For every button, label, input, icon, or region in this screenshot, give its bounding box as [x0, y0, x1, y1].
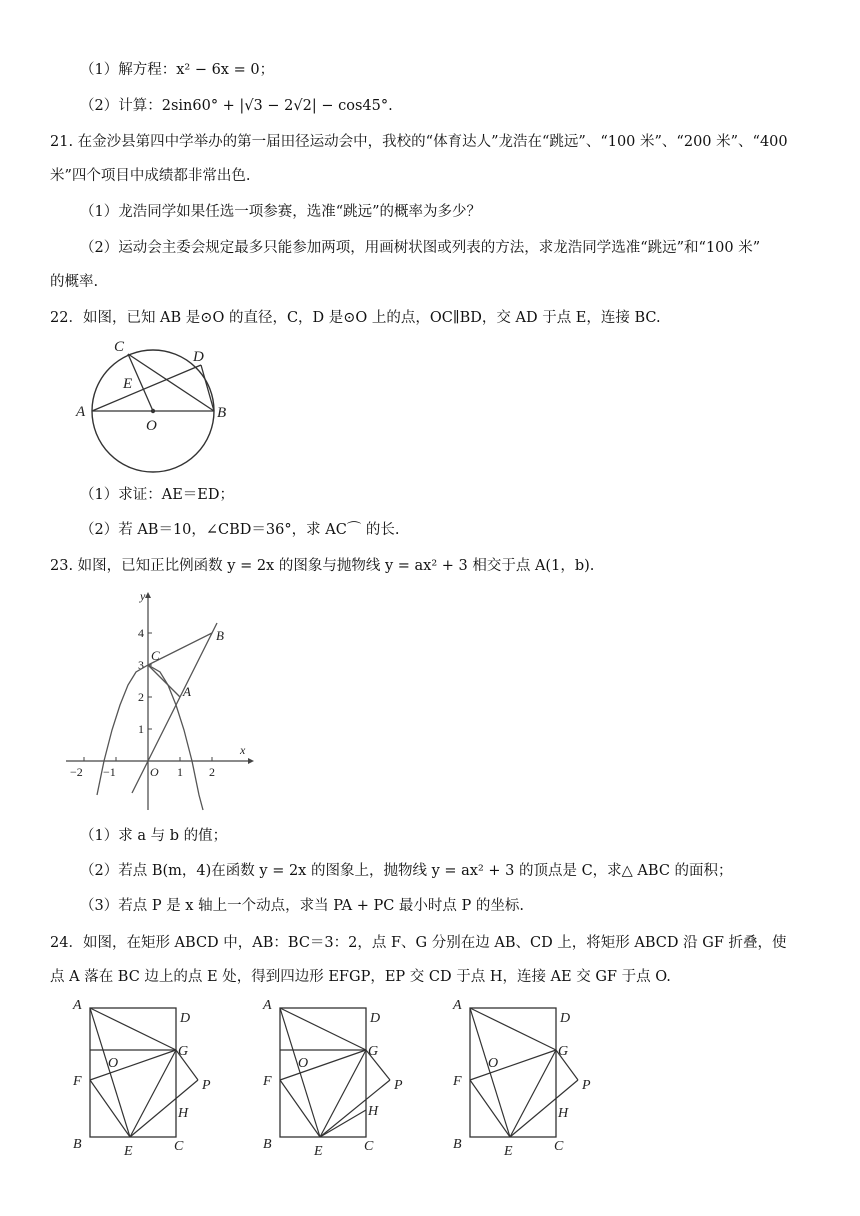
label-A: A — [76, 404, 86, 420]
label-E: E — [504, 1144, 513, 1159]
y-tick: 4 — [138, 626, 144, 640]
label-B: B — [453, 1137, 462, 1152]
q20-part2: （2）计算：2sin60° + |√3 − 2√2| − cos45°. — [80, 98, 393, 114]
origin-label: O — [150, 765, 159, 779]
q21-part2-line2: 的概率. — [50, 274, 99, 290]
y-tick: 1 — [138, 722, 144, 736]
label-P: P — [394, 1078, 403, 1093]
label-O: O — [298, 1056, 309, 1071]
q23-part3: （3）若点 P 是 x 轴上一个动点，求当 PA + PC 最小时点 P 的坐标. — [80, 898, 525, 914]
point-A: A — [183, 684, 191, 699]
label-D: D — [370, 1011, 381, 1026]
q23-function-graph — [62, 588, 262, 818]
label-H: H — [558, 1106, 569, 1121]
q24-stem-line1: 24．如图，在矩形 ABCD 中，AB：BC＝3：2，点 F、G 分别在边 AB、CD 上，将矩形 ABCD 沿 GF 折叠，使 — [50, 935, 787, 951]
x-tick: −2 — [70, 765, 83, 779]
label-A: A — [73, 998, 82, 1013]
q24-figure-3 — [448, 995, 608, 1160]
q22-part2: （2）若 AB＝10，∠CBD＝36°，求 AC⌒ 的长. — [80, 522, 400, 538]
label-C: C — [114, 339, 125, 355]
label-G: G — [368, 1044, 379, 1059]
q21-stem-line1: 21. 在金沙县第四中学举办的第一届田径运动会中，我校的“体育达人”龙浩在“跳远”、“100 米”、“200 米”、“400 — [50, 134, 788, 150]
q21-part1: （1）龙浩同学如果任选一项参赛，选准“跳远”的概率为多少？ — [80, 204, 482, 220]
label-E: E — [124, 1144, 133, 1159]
label-C: C — [174, 1139, 184, 1154]
label-F: F — [73, 1074, 82, 1089]
label-C: C — [554, 1139, 564, 1154]
label-P: P — [202, 1078, 211, 1093]
q23-stem: 23. 如图，已知正比例函数 y = 2x 的图象与抛物线 y = ax² + 3 相交于点 A(1，b). — [50, 558, 595, 574]
label-E: E — [314, 1144, 323, 1159]
label-B: B — [217, 405, 227, 421]
point-C: C — [151, 648, 160, 663]
label-A: A — [263, 998, 272, 1013]
label-D: D — [180, 1011, 191, 1026]
q21-part2-line1: （2）运动会主委会规定最多只能参加两项，用画树状图或列表的方法，求龙浩同学选准“跳远”和“100 米” — [80, 240, 761, 256]
label-G: G — [178, 1044, 189, 1059]
label-H: H — [368, 1104, 379, 1119]
label-D: D — [560, 1011, 571, 1026]
x-axis-label: x — [240, 743, 246, 757]
q23-part1: （1）求 a 与 b 的值； — [80, 828, 228, 844]
point-B: B — [216, 628, 224, 643]
label-F: F — [263, 1074, 272, 1089]
q22-circle-figure — [70, 335, 240, 480]
y-axis-label: y — [140, 589, 146, 603]
q23-part2: （2）若点 B(m，4)在函数 y = 2x 的图象上，抛物线 y = ax² + 3 的顶点是 C，求△ ABC 的面积； — [80, 863, 733, 879]
label-E: E — [123, 376, 133, 392]
q21-stem-line2: 米”四个项目中成绩都非常出色. — [50, 168, 251, 184]
label-O: O — [488, 1056, 499, 1071]
label-O: O — [108, 1056, 119, 1071]
x-tick: 2 — [209, 765, 215, 779]
x-tick: 1 — [177, 765, 183, 779]
y-tick: 3 — [138, 658, 144, 672]
q20-part1: （1）解方程：x² − 6x = 0； — [80, 62, 275, 78]
label-F: F — [453, 1074, 462, 1089]
q24-stem-line2: 点 A 落在 BC 边上的点 E 处，得到四边形 EFGP，EP 交 CD 于点 H，连接 AE 交 GF 于点 O. — [50, 969, 671, 985]
q24-figure-2 — [258, 995, 418, 1160]
label-A: A — [453, 998, 462, 1013]
label-B: B — [73, 1137, 82, 1152]
label-C: C — [364, 1139, 374, 1154]
q22-part1: （1）求证：AE＝ED； — [80, 487, 234, 503]
y-tick: 2 — [138, 690, 144, 704]
q24-figure-1 — [68, 995, 228, 1160]
label-D: D — [193, 349, 204, 365]
q22-stem: 22．如图，已知 AB 是⊙O 的直径，C，D 是⊙O 上的点，OC∥BD，交 AD 于点 E，连接 BC. — [50, 310, 661, 326]
label-P: P — [582, 1078, 591, 1093]
label-H: H — [178, 1106, 189, 1121]
label-O: O — [146, 418, 157, 434]
label-G: G — [558, 1044, 569, 1059]
x-tick: −1 — [103, 765, 116, 779]
label-B: B — [263, 1137, 272, 1152]
